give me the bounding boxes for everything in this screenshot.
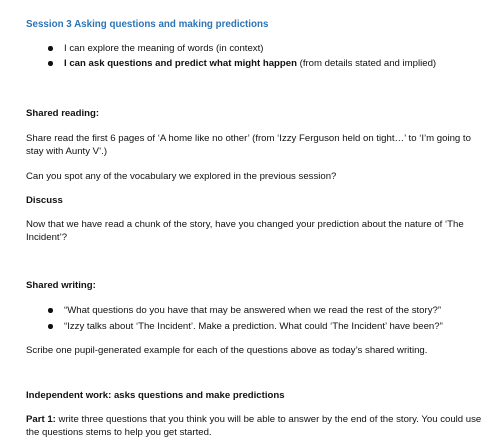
part1-text: write three questions that you think you will be able to answer by the end of the story. You could use the questions stems to help you get started. xyxy=(26,414,482,438)
objective-bold-text: I can ask questions and predict what might happen xyxy=(64,58,297,69)
shared-reading-paragraph-2: Can you spot any of the vocabulary we explored in the previous session? xyxy=(26,171,337,182)
shared-writing-paragraph: Scribe one pupil-generated example for each of the questions above as today’s shared writing. xyxy=(26,345,428,356)
shared-writing-question-text: “What questions do you have that may be answered when we read the rest of the story?” xyxy=(64,305,442,316)
part1-label: Part 1: xyxy=(26,414,56,425)
objective-item xyxy=(26,57,436,72)
shared-writing-question xyxy=(26,304,443,320)
independent-work-paragraph xyxy=(26,413,490,439)
shared-writing-list xyxy=(26,304,443,336)
shared-reading-paragraph-1: Share read the first 6 pages of ‘A home like no other’ (from ‘Izzy Ferguson held on tight…’ to ‘I’m going to stay with Aunty V’.) xyxy=(26,133,471,157)
objective-item xyxy=(26,42,436,57)
discuss-heading: Discuss xyxy=(26,195,63,206)
independent-work-heading: Independent work: asks questions and make predictions xyxy=(26,390,285,401)
discuss-paragraph: Now that we have read a chunk of the story, have you changed your prediction about the nature of ‘The Incident’? xyxy=(26,219,464,243)
objective-text: I can explore the meaning of words (in context) xyxy=(64,43,264,54)
session-title: Session 3 Asking questions and making predictions xyxy=(26,19,269,30)
shared-writing-question xyxy=(26,320,443,336)
shared-writing-heading: Shared writing: xyxy=(26,280,96,291)
shared-writing-question-text: “Izzy talks about ‘The Incident’. Make a prediction. What could ‘The Incident’ have been?” xyxy=(64,321,443,332)
objective-text: (from details stated and implied) xyxy=(296,58,437,69)
objectives-list xyxy=(26,42,436,72)
shared-reading-heading: Shared reading: xyxy=(26,108,100,119)
